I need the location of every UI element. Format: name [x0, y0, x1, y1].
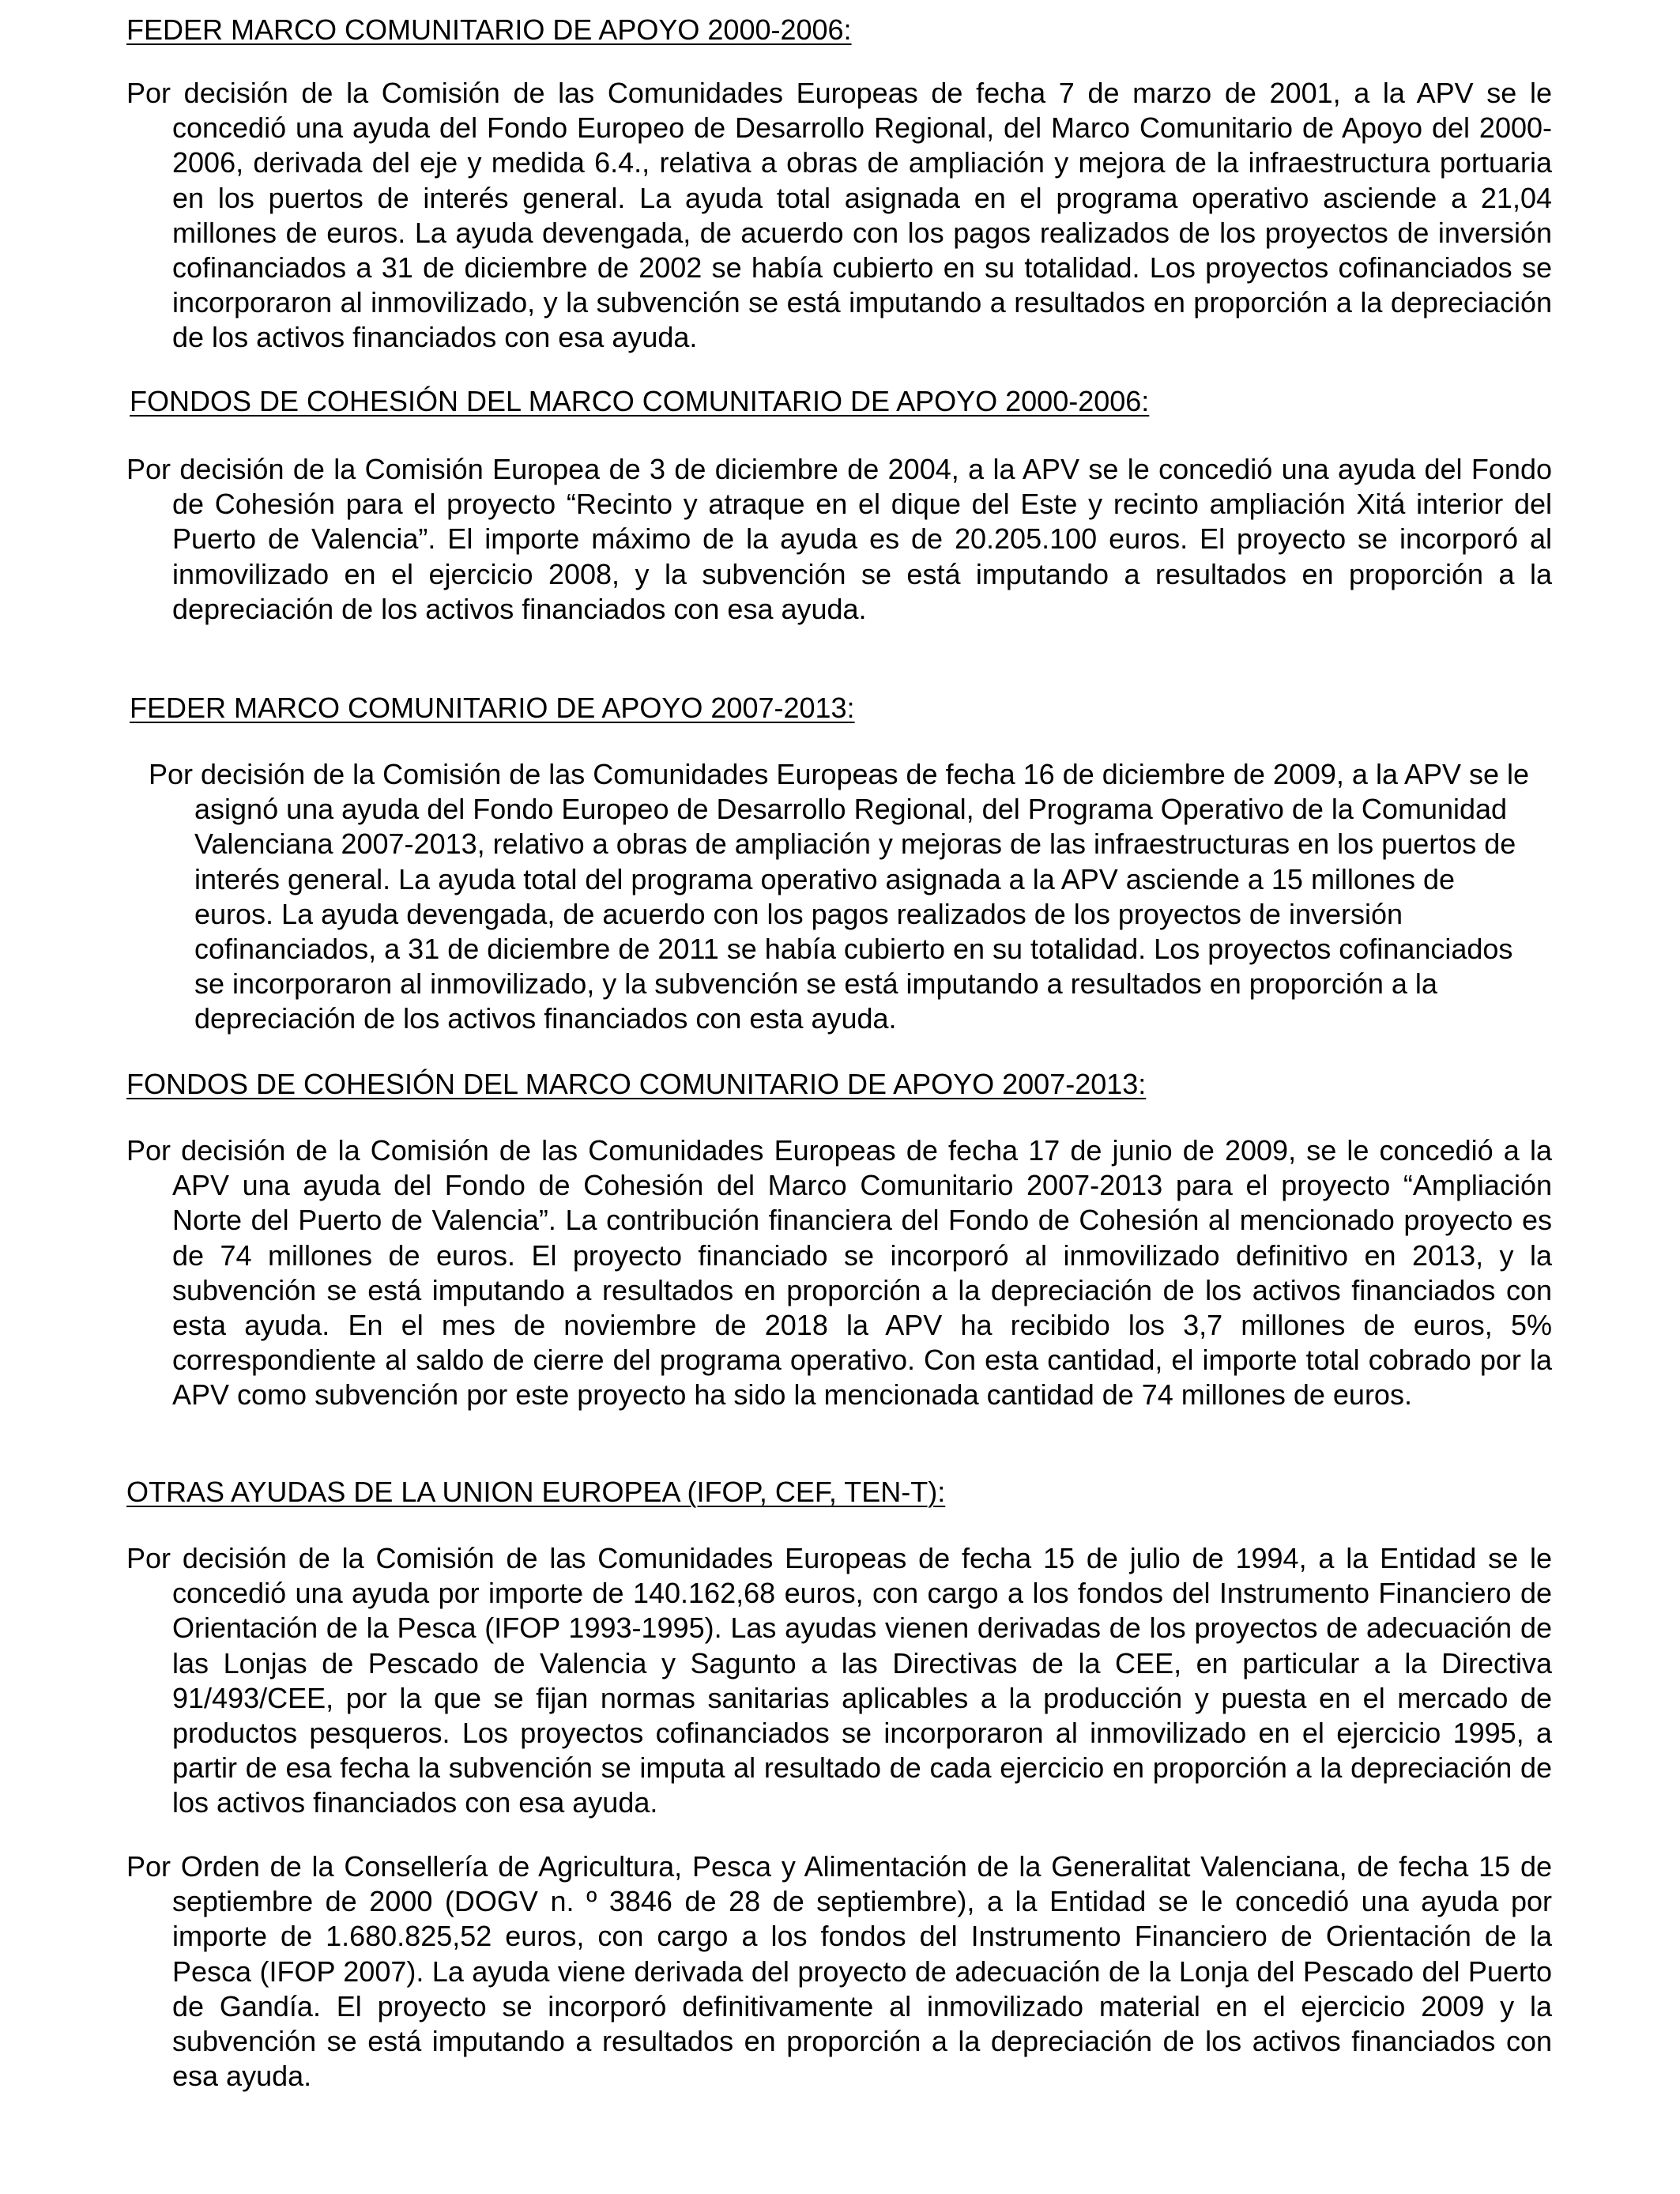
paragraph-cohesion-2000-2006: Por decisión de la Comisión Europea de 3 de diciembre de 2004, a la APV se le concedió una ayuda del Fondo de Cohesión para el proyecto “Recinto y atraque en el dique del Este y recinto ampliación Xitá interior del Puerto de Valencia”. El importe máximo de la ayuda es de 20.205.100 euros. El proyecto se incorporó al inmovilizado en el ejercicio 2008, y la subvención se está imputando a resultados en proporción a la depreciación de los activos financiados con esa ayuda. [126, 453, 1552, 625]
section-heading-cohesion-2000-2006: FONDOS DE COHESIÓN DEL MARCO COMUNITARIO DE APOYO 2000-2006: [130, 385, 1150, 417]
paragraph-feder-2000-2006: Por decisión de la Comisión de las Comunidades Europeas de fecha 7 de marzo de 2001, a la APV se le concedió una ayuda del Fondo Europeo de Desarrollo Regional, del Marco Comunitario de Apoyo del 2000-2006, derivada del eje y medida 6.4., relativa a obras de ampliación y mejora de la infraestructura portuaria en los puertos de interés general. La ayuda total asignada en el programa operativo asciende a 21,04 millones de euros. La ayuda devengada, de acuerdo con los pagos realizados de los proyectos de inversión cofinanciados a 31 de diciembre de 2002 se había cubierto en su totalidad. Los proyectos cofinanciados se incorporaron al inmovilizado, y la subvención se está imputando a resultados en proporción a la depreciación de los activos financiados con esa ayuda. [126, 77, 1552, 354]
paragraph-ifop-1994: Por decisión de la Comisión de las Comunidades Europeas de fecha 15 de julio de 1994, a la Entidad se le concedió una ayuda por importe de 140.162,68 euros, con cargo a los fondos del Instrumento Financiero de Orientación de la Pesca (IFOP 1993-1995). Las ayudas vienen derivadas de los proyectos de adecuación de las Lonjas de Pescado de Valencia y Sagunto a las Directivas de la CEE, en particular a la Directiva 91/493/CEE, por la que se fijan normas sanitarias aplicables a la producción y puesta en el mercado de productos pesqueros. Los proyectos cofinanciados se incorporaron al inmovilizado en el ejercicio 1995, a partir de esa fecha la subvención se imputa al resultado de cada ejercicio en proporción a la depreciación de los activos financiados con esa ayuda. [126, 1542, 1552, 1819]
section-heading-otras-ayudas: OTRAS AYUDAS DE LA UNION EUROPEA (IFOP, CEF, TEN-T): [126, 1476, 946, 1508]
section-heading-feder-2007-2013: FEDER MARCO COMUNITARIO DE APOYO 2007-2013: [130, 692, 855, 724]
paragraph-cohesion-2007-2013: Por decisión de la Comisión de las Comunidades Europeas de fecha 17 de junio de 2009, se le concedió a la APV una ayuda del Fondo de Cohesión del Marco Comunitario 2007-2013 para el proyecto “Ampliación Norte del Puerto de Valencia”. La contribución financiera del Fondo de Cohesión al mencionado proyecto es de 74 millones de euros. El proyecto financiado se incorporó al inmovilizado definitivo en 2013, y la subvención se está imputando a resultados en proporción a la depreciación de los activos financiados con esta ayuda. En el mes de noviembre de 2018 la APV ha recibido los 3,7 millones de euros, 5% correspondiente al saldo de cierre del programa operativo. Con esta cantidad, el importe total cobrado por la APV como subvención por este proyecto ha sido la mencionada cantidad de 74 millones de euros. [126, 1134, 1552, 1412]
paragraph-feder-2007-2013: Por decisión de la Comisión de las Comunidades Europeas de fecha 16 de diciembre de 2009, a la APV se le asignó una ayuda del Fondo Europeo de Desarrollo Regional, del Programa Operativo de la Comunidad Valenciana 2007-2013, relativo a obras de ampliación y mejoras de las infraestructuras en los puertos de interés general. La ayuda total del programa operativo asignada a la APV asciende a 15 millones de euros. La ayuda devengada, de acuerdo con los pagos realizados de los proyectos de inversión cofinanciados, a 31 de diciembre de 2011 se había cubierto en su totalidad. Los proyectos cofinanciados se incorporaron al inmovilizado, y la subvención se está imputando a resultados en proporción a la depreciación de los activos financiados con esta ayuda. [149, 758, 1530, 1035]
section-heading-feder-2000-2006: FEDER MARCO COMUNITARIO DE APOYO 2000-2006: [126, 13, 852, 46]
paragraph-ifop-2000: Por Orden de la Consellería de Agricultura, Pesca y Alimentación de la Generalitat Valenciana, de fecha 15 de septiembre de 2000 (DOGV n. º 3846 de 28 de septiembre), a la Entidad se le concedió una ayuda por importe de 1.680.825,52 euros, con cargo a los fondos del Instrumento Financiero de Orientación de la Pesca (IFOP 2007). La ayuda viene derivada del proyecto de adecuación de la Lonja del Pescado del Puerto de Gandía. El proyecto se incorporó definitivamente al inmovilizado material en el ejercicio 2009 y la subvención se está imputando a resultados en proporción a la depreciación de los activos financiados con esa ayuda. [126, 1850, 1552, 2093]
section-heading-cohesion-2007-2013: FONDOS DE COHESIÓN DEL MARCO COMUNITARIO DE APOYO 2007-2013: [126, 1068, 1147, 1100]
